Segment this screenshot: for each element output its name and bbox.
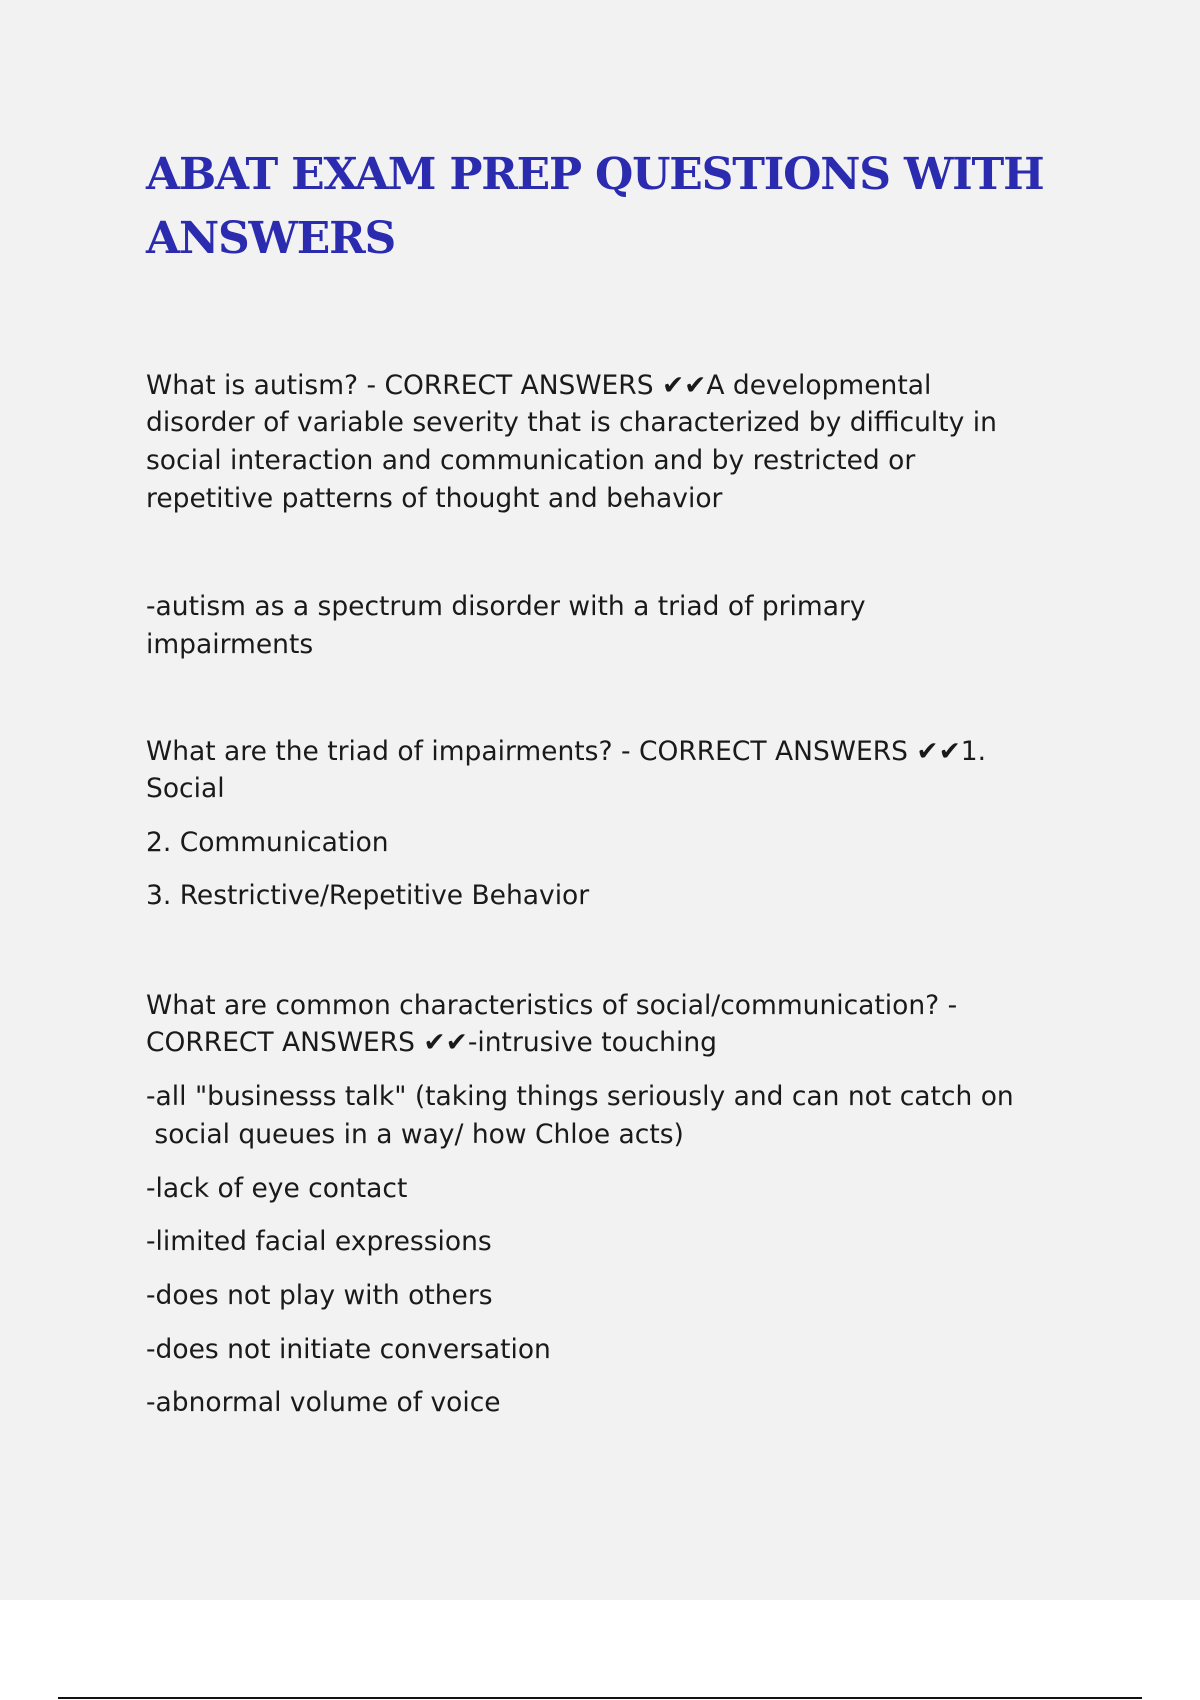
qa3-list-item: -does not initiate conversation <box>146 1334 551 1365</box>
qa1-line: disorder of variable severity that is characterized by difficulty in <box>146 407 997 438</box>
qa1-line: What is autism? - CORRECT ANSWERS ✔✔A developmental <box>146 370 932 401</box>
qa3-line: CORRECT ANSWERS ✔✔-intrusive touching <box>146 1027 717 1058</box>
qa2-list-item: 3. Restrictive/Repetitive Behavior <box>146 880 590 911</box>
qa3-list-item: -lack of eye contact <box>146 1173 408 1204</box>
note1-line: impairments <box>146 629 314 660</box>
qa1-line: social interaction and communication and by restricted or <box>146 445 916 476</box>
qa3-line: What are common characteristics of social/communication? - <box>146 990 958 1021</box>
note1-line: -autism as a spectrum disorder with a triad of primary <box>146 591 866 622</box>
document-title: ABAT EXAM PREP QUESTIONS WITH ANSWERS <box>146 149 1044 264</box>
qa3-business-line: -all "businesss talk" (taking things seriously and can not catch on <box>146 1081 1014 1112</box>
qa2-line: Social <box>146 773 225 804</box>
qa3-business-line: social queues in a way/ how Chloe acts) <box>146 1119 684 1150</box>
qa3-list-item: -does not play with others <box>146 1280 493 1311</box>
qa2-list-item: 2. Communication <box>146 827 389 858</box>
qa2-line: What are the triad of impairments? - CORRECT ANSWERS ✔✔1. <box>146 736 987 767</box>
qa1-line: repetitive patterns of thought and behavior <box>146 483 723 514</box>
footer-divider <box>58 1697 1142 1699</box>
qa3-list-item: -abnormal volume of voice <box>146 1387 501 1418</box>
qa3-list-item: -limited facial expressions <box>146 1226 492 1257</box>
